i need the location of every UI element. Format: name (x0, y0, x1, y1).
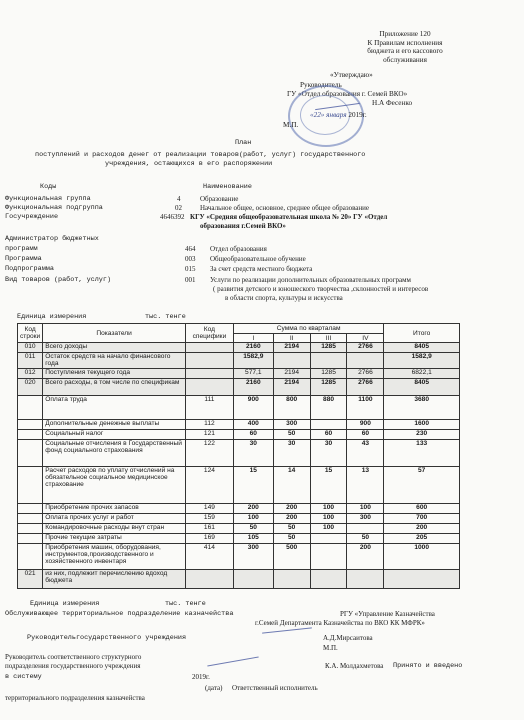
row-q3-cell (310, 353, 347, 369)
row-q1-cell: 2160 (233, 343, 273, 353)
row-spec-cell: 121 (185, 430, 233, 440)
executor-label: Ответственный исполнитель (232, 684, 318, 692)
row-q1-cell: 577,1 (233, 369, 273, 379)
row-spec-cell: 414 (185, 544, 233, 570)
row-name-cell: из них, подлежит перечислению вдоход бюджета (43, 570, 186, 589)
program-name: Общеобразовательное обучение (210, 255, 306, 263)
row-code-cell (18, 420, 43, 430)
row-q4-cell: 43 (347, 440, 384, 467)
row-name-cell: Оплата труда (43, 396, 186, 420)
col-q2-header: II (273, 334, 310, 343)
row-q2-cell: 50 (273, 524, 310, 534)
institution-name-2: образования г.Семей ВКО» (200, 222, 286, 230)
table-row (18, 353, 460, 369)
func-group-name: Образование (200, 195, 239, 203)
treasury-name-2: г.Семей Департамента Казначейства по ВКО КК МФРК» (255, 619, 425, 627)
table-row (18, 396, 460, 420)
row-code-cell: 010 (18, 343, 43, 353)
func-group-label: Функциональная группа (5, 195, 91, 203)
row-q2-cell: 30 (273, 440, 310, 467)
col-code-header: Код строки (18, 324, 43, 343)
row-q1-cell: 60 (233, 430, 273, 440)
row-q4-cell: 50 (347, 534, 384, 544)
row-code-cell (18, 396, 43, 420)
row-q2-cell: 200 (273, 504, 310, 514)
col-q3-header: III (310, 334, 347, 343)
head-org: ГУ «Отдел образования г. Семей ВКО» (287, 90, 408, 98)
row-q2-cell: 200 (273, 514, 310, 524)
terr-label: территориального подразделения казначейства (5, 694, 145, 702)
row-spec-cell: 169 (185, 534, 233, 544)
row-name-cell: Прочие текущие затраты (43, 534, 186, 544)
unit-label: Единица измерения (17, 313, 87, 321)
footer-head-name: А.Д.Мирсаитова (323, 634, 373, 642)
row-total-cell: 133 (384, 440, 460, 467)
row-code-cell (18, 430, 43, 440)
institution-code: 4646392 (160, 213, 185, 221)
row-code-cell: 011 (18, 353, 43, 369)
program-label: Программа (5, 255, 42, 263)
row-q3-cell: 100 (310, 514, 347, 524)
row-name-cell: Дополнительные денежные выплаты (43, 420, 186, 430)
goods-type-code: 001 (185, 276, 196, 284)
row-q2-cell: 50 (273, 430, 310, 440)
row-q1-cell: 2160 (233, 379, 273, 396)
row-total-cell: 6822,1 (384, 369, 460, 379)
row-q4-cell: 1100 (347, 396, 384, 420)
row-spec-cell (185, 369, 233, 379)
unit-value: тыс. тенге (145, 313, 186, 321)
row-q3-cell: 1285 (310, 343, 347, 353)
table-row (18, 504, 460, 514)
row-spec-cell (185, 570, 233, 589)
names-header: Наименование (203, 183, 252, 191)
row-q3-cell: 1285 (310, 379, 347, 396)
row-total-cell: 200 (384, 524, 460, 534)
rules-line-3: обслуживания (383, 55, 427, 64)
row-name-cell: Социальный налог (43, 430, 186, 440)
row-q1-cell: 30 (233, 440, 273, 467)
row-q3-cell: 100 (310, 524, 347, 534)
row-q2-cell: 2194 (273, 379, 310, 396)
row-q2-cell: 2194 (273, 369, 310, 379)
row-total-cell: 8405 (384, 379, 460, 396)
row-q1-cell: 900 (233, 396, 273, 420)
row-spec-cell: 122 (185, 440, 233, 467)
table-row (18, 369, 460, 379)
head-signature (262, 627, 312, 633)
institution-label: Госучреждение (5, 213, 59, 221)
table-row (18, 570, 460, 589)
doc-title-line3: учреждения, остающихся в его распоряжении (105, 160, 273, 168)
subprogram-code: 015 (185, 265, 196, 273)
row-q3-cell: 880 (310, 396, 347, 420)
func-subgroup-label: Функциональная подгруппа (5, 204, 103, 212)
row-q4-cell: 2766 (347, 369, 384, 379)
row-code-cell (18, 544, 43, 570)
row-q3-cell (310, 420, 347, 430)
col-indicators-header: Показатели (43, 324, 186, 343)
admin-code: 464 (185, 245, 196, 253)
subprogram-label: Подпрограмма (5, 265, 54, 273)
goods-type-name-3: в области спорта, культуры и искусства (225, 294, 343, 302)
appendix-number: Приложение 120 (379, 30, 431, 38)
codes-header: Коды (40, 183, 57, 191)
struct-label-1: Руководитель соответственного структурного (5, 653, 142, 661)
row-q1-cell: 300 (233, 544, 273, 570)
row-name-cell: Всего расходы, в том числе по спецификам (43, 379, 186, 396)
row-code-cell (18, 467, 43, 504)
rules-line-2: бюджета и его кассового (367, 47, 443, 56)
row-total-cell: 3680 (384, 396, 460, 420)
row-q3-cell: 30 (310, 440, 347, 467)
row-name-cell: Остаток средств на начало финансового года (43, 353, 186, 369)
row-q3-cell (310, 544, 347, 570)
admin-name: Отдел образования (210, 245, 267, 253)
table-row (18, 440, 460, 467)
footer-head-label: Руководительгосударственного учреждения (27, 634, 187, 642)
in-system-label: в систему (5, 673, 42, 681)
row-spec-cell (185, 353, 233, 369)
table-row (18, 524, 460, 534)
doc-title-line2: поступлений и расходов денег от реализации товаров(работ, услуг) государственного (35, 151, 366, 159)
row-q2-cell (273, 570, 310, 589)
table-row (18, 534, 460, 544)
row-q1-cell: 1582,9 (233, 353, 273, 369)
approval-date: «22» января 2019г. (310, 111, 367, 119)
func-subgroup-name: Начальное общее, основное, среднее общее образование (200, 204, 370, 212)
goods-type-name: Услуги по реализации дополнительных образовательных программ (210, 276, 411, 284)
admin-programs-label: программ (5, 245, 38, 253)
row-q4-cell: 100 (347, 504, 384, 514)
rules-line-1: К Правилам исполнения (367, 38, 443, 47)
row-q3-cell: 100 (310, 504, 347, 514)
row-q1-cell: 200 (233, 504, 273, 514)
row-code-cell (18, 524, 43, 534)
plan-table (17, 323, 460, 589)
row-total-cell: 1000 (384, 544, 460, 570)
row-total-cell: 1600 (384, 420, 460, 430)
row-q3-cell: 1285 (310, 369, 347, 379)
row-name-cell: Приобретения машин, оборудования, инструментов,производственного и хозяйственного инвентаря (43, 544, 186, 570)
row-q4-cell: 2766 (347, 379, 384, 396)
row-code-cell: 021 (18, 570, 43, 589)
footer-year: 2019г. (192, 673, 210, 681)
row-total-cell: 8405 (384, 343, 460, 353)
row-spec-cell: 112 (185, 420, 233, 430)
table-row (18, 544, 460, 570)
program-code: 003 (185, 255, 196, 263)
row-q4-cell: 13 (347, 467, 384, 504)
treasury-name-1: РГУ «Управление Казначейства (340, 610, 435, 618)
footer-unit-value: тыс. тенге (165, 600, 206, 608)
row-code-cell (18, 440, 43, 467)
row-name-cell: Всего доходы (43, 343, 186, 353)
footer-mp: М.П. (323, 644, 338, 652)
row-q2-cell: 2194 (273, 343, 310, 353)
row-q2-cell: 50 (273, 534, 310, 544)
row-q3-cell: 60 (310, 430, 347, 440)
row-q4-cell: 900 (347, 420, 384, 430)
row-code-cell (18, 504, 43, 514)
goods-type-label: Вид товаров (работ, услуг) (5, 276, 112, 284)
table-row (18, 343, 460, 353)
struct-label-2: подразделения государственного учреждения (5, 662, 141, 670)
row-q2-cell (273, 353, 310, 369)
row-total-cell: 230 (384, 430, 460, 440)
row-q1-cell: 50 (233, 524, 273, 534)
footer-unit-label: Единица измерения (30, 600, 100, 608)
row-spec-cell: 111 (185, 396, 233, 420)
table-row (18, 379, 460, 396)
row-total-cell: 205 (384, 534, 460, 544)
row-total-cell: 600 (384, 504, 460, 514)
row-name-cell: Социальные отчисления в Государственный фонд социального страхования (43, 440, 186, 467)
row-name-cell: Оплата прочих услуг и работ (43, 514, 186, 524)
row-q4-cell: 200 (347, 544, 384, 570)
row-code-cell: 012 (18, 369, 43, 379)
head-name: Н.А Фесенко (372, 99, 413, 107)
head-label: Руководитель (300, 81, 342, 89)
row-code-cell (18, 514, 43, 524)
row-q4-cell: 2766 (347, 343, 384, 353)
row-name-cell: Поступления текущего года (43, 369, 186, 379)
treasury-label: Обслуживающее территориальное подразделение казначейства (5, 610, 234, 618)
row-code-cell (18, 534, 43, 544)
row-name-cell: Приобретение прочих запасов (43, 504, 186, 514)
table-row (18, 467, 460, 504)
row-q3-cell (310, 570, 347, 589)
row-q1-cell: 100 (233, 514, 273, 524)
row-total-cell: 700 (384, 514, 460, 524)
institution-name: КГУ «Средняя общеобразовательная школа № 20» ГУ «Отдел (190, 213, 388, 221)
row-spec-cell: 149 (185, 504, 233, 514)
row-q2-cell: 300 (273, 420, 310, 430)
row-total-cell: 57 (384, 467, 460, 504)
admin-label: Администратор бюджетных (5, 235, 99, 243)
row-code-cell: 020 (18, 379, 43, 396)
col-total-header: Итого (384, 324, 460, 343)
row-total-cell (384, 570, 460, 589)
row-name-cell: Расчет расходов по уплату отчислений на обязательное социальное медицинское страхование (43, 467, 186, 504)
row-q1-cell: 105 (233, 534, 273, 544)
row-q3-cell (310, 534, 347, 544)
col-quarters-header: Сумма по кварталам (233, 324, 383, 334)
row-q4-cell (347, 570, 384, 589)
table-row (18, 430, 460, 440)
row-q2-cell: 14 (273, 467, 310, 504)
row-q2-cell: 800 (273, 396, 310, 420)
col-q4-header: IV (347, 334, 384, 343)
seal-mp: М.П. (283, 121, 299, 129)
row-q1-cell (233, 570, 273, 589)
accepted-label: Принято и введено (393, 662, 463, 670)
func-subgroup-code: 02 (175, 204, 182, 212)
row-spec-cell: 159 (185, 514, 233, 524)
struct-name: К.А. Молдахметова (325, 662, 384, 670)
row-q4-cell: 60 (347, 430, 384, 440)
row-total-cell: 1582,9 (384, 353, 460, 369)
row-q4-cell: 300 (347, 514, 384, 524)
date-word: (дата) (205, 684, 223, 692)
row-spec-cell: 124 (185, 467, 233, 504)
row-spec-cell: 161 (185, 524, 233, 534)
table-row (18, 420, 460, 430)
row-spec-cell (185, 379, 233, 396)
row-q1-cell: 400 (233, 420, 273, 430)
approved-label: «Утверждаю» (330, 71, 373, 79)
goods-type-name-2: ( развития детского и юношеского творчества ,склонностей и интересов (213, 285, 429, 293)
subprogram-name: За счет средств местного бюджета (210, 265, 313, 273)
row-name-cell: Командировочные расходы внут стран (43, 524, 186, 534)
doc-title: План (235, 139, 252, 147)
table-row (18, 514, 460, 524)
col-spec-header: Код специфики (185, 324, 233, 343)
func-group-code: 4 (177, 195, 181, 203)
row-q3-cell: 15 (310, 467, 347, 504)
row-q2-cell: 500 (273, 544, 310, 570)
row-q4-cell (347, 353, 384, 369)
struct-signature (207, 656, 258, 666)
row-q4-cell (347, 524, 384, 534)
row-spec-cell (185, 343, 233, 353)
col-q1-header: I (233, 334, 273, 343)
row-q1-cell: 15 (233, 467, 273, 504)
